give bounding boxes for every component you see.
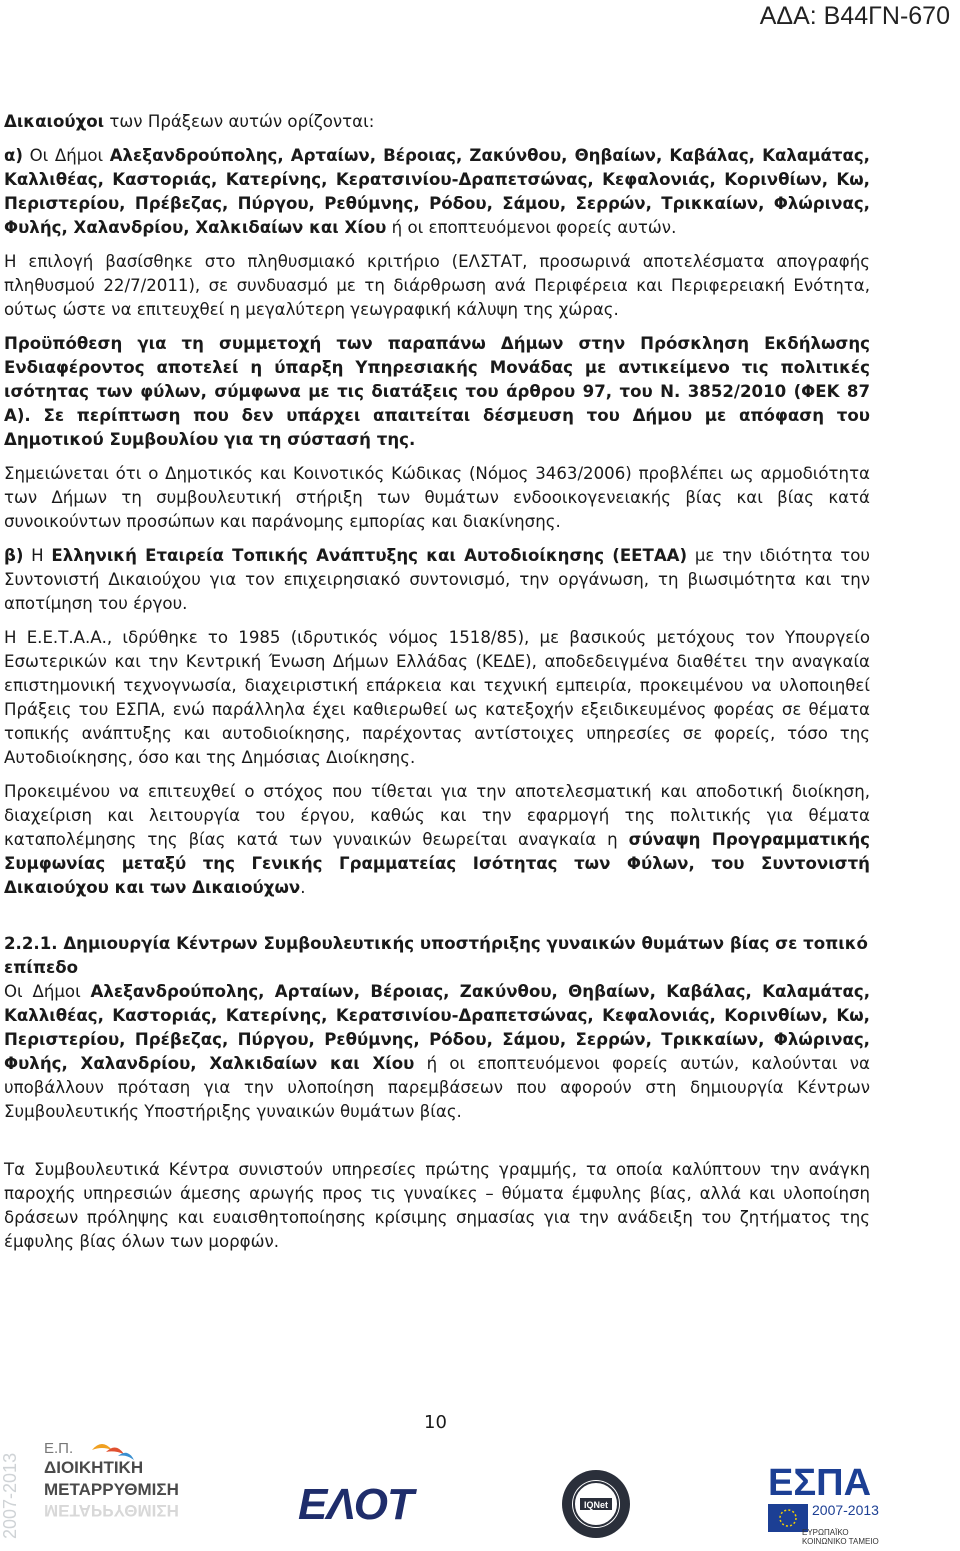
- espa-title: ΕΣΠΑ: [768, 1462, 872, 1504]
- paragraph-b-eetaa: β) Η Ελληνική Εταιρεία Τοπικής Ανάπτυξης και Αυτοδιοίκησης (ΕΕΤΑΑ) με την ιδιότητα του Συντονιστή Δικαιούχου για τον επιχειρησιακό συντονισμό, την οργάνωση, τη βιωσιμότητα και την αποτίμηση του έργου.: [4, 546, 870, 613]
- ep-years-vertical: 2007-2013: [0, 1452, 20, 1539]
- paragraph-selection-criteria: Η επιλογή βασίσθηκε στο πληθυσμιακό κριτήριο (ΕΛΣΤΑΤ, προσωρινά αποτελέσματα απογραφής πληθυσμού 22/7/2011), σε συνδυασμό με τη διάρθρωση ανά Περιφέρεια και Περιφερειακή Ενότητα, ούτως ώστε να επιτευχθεί η μεγαλύτερη γεωγραφική κάλυψη της χώρας.: [4, 252, 870, 319]
- paragraph-prerequisite: Προϋπόθεση για τη συμμετοχή των παραπάνω Δήμων στην Πρόσκληση Εκδήλωσης Ενδιαφέροντος αποτελεί η ύπαρξη Υπηρεσιακής Μονάδας με αντικείμενο τις πολιτικές ισότητας των φύλων, σύμφωνα με τις διατάξεις του άρθρου 97, του Ν. 3852/2010 (ΦΕΚ 87 Α). Σε περίπτωση που δεν υπάρχει απαιτείται δέσμευση του Δήμου με απόφαση του Δημοτικού Συμβουλίου για τη σύστασή της.: [4, 334, 870, 449]
- espa-years: 2007-2013: [812, 1502, 879, 1518]
- espa-fund: ΕΥΡΩΠΑΪΚΟ ΚΟΙΝΩΝΙΚΟ ΤΑΜΕΙΟ: [802, 1528, 879, 1546]
- paragraph-municipalities-invited: Οι Δήμοι Αλεξανδρούπολης, Αρταίων, Βέροιας, Ζακύνθου, Θηβαίων, Καβάλας, Καλαμάτας, Καλλιθέας, Καστοριάς, Κατερίνης, Κερατσινίου-Δραπετσώνας, Κεφαλονιάς, Κορινθίων, Κω, Περιστερίου, Πρέβεζας, Πύργου, Ρεθύμνης, Ρόδου, Σάμου, Σερρών, Τρικκαίων, Φλώρινας, Φυλής, Χαλανδρίου, Χαλκιδαίων και Χίου ή οι εποπτευόμενοι φορείς αυτών, καλούνται να υποβάλλουν πρόταση για την υλοποίηση παρεμβάσεων που αφορούν στη δημιουργία Κέντρων Συμβουλευτικής Υποστήριξης γυναικών θυμάτων βίας.: [4, 982, 870, 1121]
- elot-logo: [298, 1480, 430, 1528]
- paragraph-counseling-centers: Τα Συμβουλευτικά Κέντρα συνιστούν υπηρεσίες πρώτης γραμμής, τα οποία καλύπτουν την ανάγκη παροχής υπηρεσιών άμεσης αρωγής προς τις γυναίκες – θύματα έμφυλης βίας, αλλά και υλοποίηση δράσεων πρόληψης και ευαισθητοποίησης κρίσιμης σημασίας για την ανάδειξη του ζητήματος της έμφυλης βίας όλων των μορφών.: [4, 1160, 870, 1251]
- ep-abbr: Ε.Π.: [44, 1440, 74, 1457]
- page-number: 10: [424, 1412, 447, 1433]
- ep-line2-reflection: ΜΕΤΑΡΡΥΘΜΙΣΗ: [44, 1501, 179, 1520]
- paragraph-municipal-code: Σημειώνεται ότι ο Δημοτικός και Κοινοτικός Κώδικας (Νόμος 3463/2006) προβλέπει ως αρμοδιότητα των Δήμων τη συμβουλευτική στήριξη των θυμάτων ενδοοικογενειακής βίας και βίας κατά συνοικούντων προσώπων και παράνομης εμπορίας και διακίνησης.: [4, 464, 870, 531]
- iqnet-text: IQNet: [583, 1500, 609, 1510]
- paragraph-programmatic-agreement: Προκειμένου να επιτευχθεί ο στόχος που τίθεται για την αποτελεσματική και αποδοτική διοίκηση, διαχείριση και λειτουργία του έργου, καθώς και την εφαρμογή της πολιτικής για θέματα καταπολέμησης της βίας κατά των γυναικών θεωρείται αναγκαία η σύναψη Προγραμματικής Συμφωνίας μεταξύ της Γενικής Γραμματείας Ισότητας των Φύλων, του Συντονιστή Δικαιούχου και των Δικαιούχων.: [4, 782, 870, 897]
- ep-line1: ΔΙΟΙΚΗΤΙΚΗ: [44, 1458, 144, 1477]
- paragraph-eetaa-description: Η Ε.Ε.Τ.Α.Α., ιδρύθηκε το 1985 (ιδρυτικός νόμος 1518/85), με βασικούς μετόχους τον Υπουργείο Εσωτερικών και την Κεντρική Ένωση Δήμων Ελλάδας (ΚΕΔΕ), αποδεδειγμένα διαθέτει την αναγκαία επιστημονική τεχνογνωσία, διαχειριστική επάρκεια και τεχνική εμπειρία, προκειμένου να υλοποιηθεί Πράξεις του ΕΣΠΑ, ενώ παράλληλα έχει καθιερωθεί ως κατεξοχήν εξειδικευμένος φορέας σε θέματα τοπικής ανάπτυξης και αυτοδιοίκησης, παρέχοντας αντίστοιχες υπηρεσίες σε φορείς, τόσο της Αυτοδιοίκησης, όσο και της Δημόσιας Διοίκησης.: [4, 628, 870, 767]
- iqnet-certification-seal: [560, 1468, 632, 1540]
- paragraph-beneficiaries-intro: Δικαιούχοι των Πράξεων αυτών ορίζονται:: [4, 112, 375, 131]
- document-body: [4, 110, 870, 1264]
- certified-seal-icon: [560, 1468, 632, 1540]
- section-heading: 2.2.1. Δημιουργία Κέντρων Συμβουλευτικής υποστήριξης γυναικών θυμάτων βίας σε τοπικό επίπεδο: [4, 934, 868, 977]
- espa-logo: [768, 1462, 888, 1548]
- ada-code: ΑΔΑ: Β44ΓΝ-670: [759, 2, 950, 30]
- footer-logos: [0, 1440, 960, 1551]
- paragraph-a-municipalities: α) Οι Δήμοι Αλεξανδρούπολης, Αρταίων, Βέροιας, Ζακύνθου, Θηβαίων, Καβάλας, Καλαμάτας, Καλλιθέας, Καστοριάς, Κατερίνης, Κερατσινίου-Δραπετσώνας, Κεφαλονιάς, Κορινθίων, Κω, Περιστερίου, Πρέβεζας, Πύργου, Ρεθύμνης, Ρόδου, Σάμου, Σερρών, Τρικκαίων, Φλώρινας, Φυλής, Χαλανδρίου, Χαλκιδαίων και Χίου ή οι εποπτευόμενοι φορείς αυτών.: [4, 146, 870, 237]
- ep-line2: ΜΕΤΑΡΡΥΘΜΙΣΗ: [44, 1480, 179, 1499]
- elot-logo-text: ΕΛΟΤ: [298, 1480, 413, 1529]
